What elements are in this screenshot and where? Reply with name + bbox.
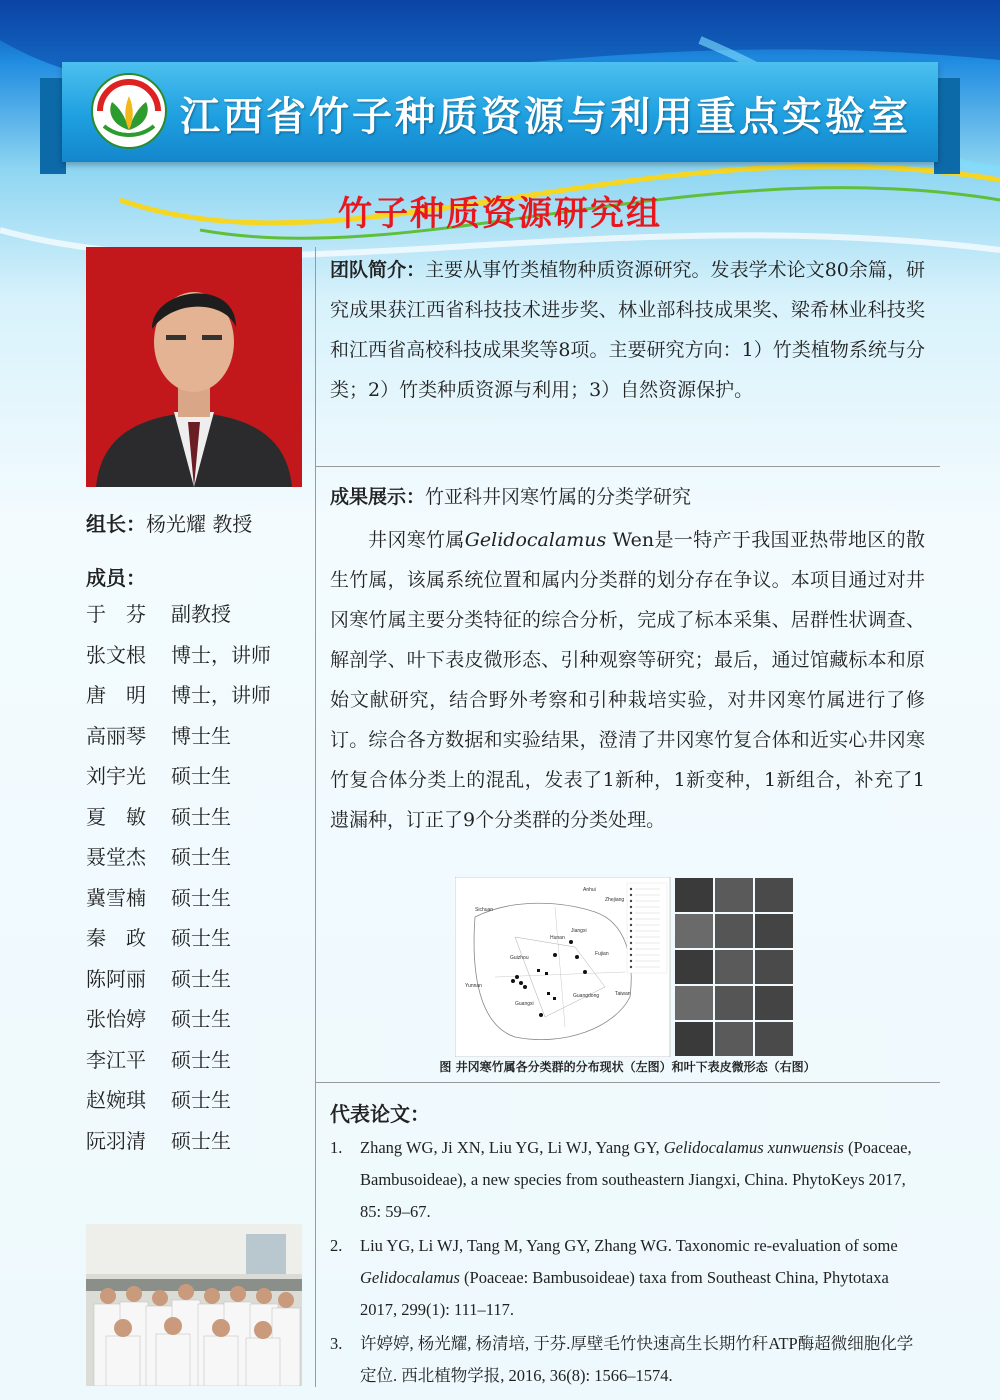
micrograph-tile: [675, 950, 713, 984]
member-title: 博士生: [171, 723, 231, 748]
member-row: [86, 882, 271, 923]
member-title: 硕士生: [171, 1128, 231, 1153]
micrograph-tile: [715, 914, 753, 948]
member-name: 阮羽清: [86, 1128, 146, 1153]
leader: [86, 508, 252, 537]
member-title: 硕士生: [171, 1047, 231, 1072]
member-row: [86, 841, 271, 882]
results-heading: [330, 482, 925, 509]
map-label: Anhui: [583, 887, 596, 893]
intro-label: 团队简介：: [330, 259, 426, 281]
results-body-genus: Gelidocalamus: [464, 529, 607, 551]
member-row: [86, 922, 271, 963]
map-label: Guangxi: [515, 1001, 534, 1007]
micrograph-tile: [715, 878, 753, 912]
member-name: 陈阿丽: [86, 966, 146, 991]
figure-map-and-micrographs: [455, 877, 795, 1057]
member-name: 张文根: [86, 642, 146, 667]
micrograph-tile: [715, 950, 753, 984]
paper-text-pre: 许婷婷, 杨光耀, 杨清培, 于芬.厚壁毛竹快速高生长期竹秆ATP酶超微细胞化学定位. 西北植物学报, 2016, 36(8): 1566–1574.: [360, 1334, 914, 1385]
map-label: Hunan: [550, 935, 565, 941]
map-label: Fujian: [595, 951, 609, 957]
member-name: 秦 政: [86, 926, 146, 950]
member-row: [86, 720, 271, 761]
paper-text-italic: Gelidocalamus: [360, 1268, 460, 1287]
member-name: 张怡婷: [86, 1007, 146, 1031]
member-name: 于 芬: [86, 602, 146, 626]
member-name: 冀雪楠: [86, 885, 146, 910]
university-logo: [90, 72, 168, 150]
members-list: [86, 598, 271, 1165]
team-intro: [330, 250, 925, 410]
micrograph-tile: [715, 1022, 753, 1056]
member-row: [86, 1003, 271, 1044]
member-row: [86, 1125, 271, 1166]
member-row: [86, 1084, 271, 1125]
micrograph-tile: [675, 986, 713, 1020]
member-title: 硕士生: [171, 1007, 231, 1031]
micrograph-tile: [755, 878, 793, 912]
paper-citation: [360, 1132, 925, 1228]
figure-caption: [330, 1058, 925, 1075]
member-name: 刘宇光: [86, 764, 146, 788]
map-label: Zhejiang: [605, 897, 625, 903]
group-photo: [86, 1224, 302, 1386]
intro-text: 主要从事竹类植物种质资源研究。发表学术论文80余篇，研究成果获江西省科技技术进步奖、林业部科技成果奖、梁希林业科技奖和江西省高校科技成果奖等8项。主要研究方向：1）竹类植物系统与分类；2）竹类种质资源与利用；3）自然资源保护。: [330, 259, 925, 401]
leader-name: 杨光耀 教授: [146, 512, 253, 536]
leader-portrait: [86, 247, 302, 487]
micrograph-tile: [755, 1022, 793, 1056]
member-row: [86, 598, 271, 639]
member-row: [86, 639, 271, 680]
paper-text-italic: Gelidocalamus xunwuensis: [663, 1138, 844, 1157]
micrograph-tile: [755, 914, 793, 948]
member-row: [86, 760, 271, 801]
member-title: 硕士生: [171, 966, 231, 991]
member-name: 赵婉琪: [86, 1088, 146, 1112]
results-body-post: Wen是一特产于我国亚热带地区的散生竹属，该属系统位置和属内分类群的划分存在争议。本项目通过对井冈寒竹属主要分类特征的综合分析，完成了标本采集、居群性状调查、解剖学、叶下表皮微形态、引种观察等研究；最后，通过馆藏标本和原始文献研究，结合野外考察和引种栽培实验，对井冈寒竹属进行了修订。综合各方数据和实验结果，澄清了井冈寒竹复合体和近实心井冈寒竹复合体分类上的混乱，发表了1新种，1新变种，1新组合，补充了1遗漏种，订正了9个分类群的分类处理。: [330, 529, 925, 831]
micrograph-tile: [755, 986, 793, 1020]
micrograph-tile: [755, 950, 793, 984]
results-topic: 竹亚科井冈寒竹属的分类学研究: [425, 486, 692, 508]
members-label: 成员：: [86, 566, 146, 590]
results-body-pre: 井冈寒竹属: [368, 529, 465, 551]
paper-text-post: (Poaceae: Bambusoideae) taxa from Southeast China, Phytotaxa 2017, 299(1): 111–117.: [360, 1268, 889, 1319]
papers-label: 代表论文：: [330, 1102, 430, 1126]
figure-caption-text: 井冈寒竹属各分类群的分布现状（左图）和叶下表皮微形态（右图）: [455, 1060, 816, 1074]
paper-item: [330, 1230, 925, 1326]
member-name: 夏 敏: [86, 804, 146, 829]
member-title: 硕士生: [171, 845, 231, 869]
results-label: 成果展示：: [330, 486, 426, 508]
member-name: 高丽琴: [86, 723, 146, 748]
paper-citation: [360, 1230, 925, 1326]
paper-item: [330, 1328, 925, 1392]
micrograph-tile: [675, 914, 713, 948]
paper-citation: [360, 1328, 925, 1392]
member-name: 聂堂杰: [86, 845, 146, 869]
column-divider: [315, 247, 316, 1387]
papers-list: [330, 1132, 925, 1394]
member-title: 博士，讲师: [171, 683, 271, 707]
member-name: 唐 明: [86, 683, 146, 707]
page-title: 江西省竹子种质资源与利用重点实验室: [180, 94, 911, 140]
divider-1: [315, 466, 940, 467]
micrograph-tile: [675, 878, 713, 912]
member-title: 硕士生: [171, 885, 231, 910]
map-label: Taiwan: [615, 991, 631, 997]
paper-item: [330, 1132, 925, 1228]
paper-text-post: (Poaceae, Bambusoideae), a new species from southeastern Jiangxi, China. PhytoKeys 2017, 85: 59–67.: [360, 1138, 912, 1221]
map-label: Guangdong: [573, 993, 600, 999]
paper-number: 3.: [330, 1334, 343, 1353]
member-name: 李江平: [86, 1047, 146, 1072]
member-row: [86, 1044, 271, 1085]
member-title: 硕士生: [171, 1088, 231, 1112]
map-label: Jiangxi: [571, 928, 587, 934]
member-row: [86, 801, 271, 842]
divider-2: [315, 1082, 940, 1083]
micrograph-tile: [675, 1022, 713, 1056]
map-label: Sichuan: [475, 907, 494, 913]
paper-number: 1.: [330, 1138, 343, 1157]
member-title: 硕士生: [171, 764, 231, 788]
member-title: 博士，讲师: [171, 642, 271, 667]
paper-text-pre: Liu YG, Li WJ, Tang M, Yang GY, Zhang WG. Taxonomic re-evaluation of some: [360, 1236, 898, 1255]
map-label: Guizhou: [510, 955, 529, 961]
member-title: 硕士生: [171, 926, 231, 950]
member-title: 硕士生: [171, 804, 231, 829]
map-label: Yunnan: [465, 983, 482, 989]
member-row: [86, 679, 271, 720]
member-title: 副教授: [171, 602, 231, 626]
leader-label: 组长：: [86, 512, 146, 536]
micrograph-tile: [715, 986, 753, 1020]
group-title: 竹子种质资源研究组: [338, 194, 662, 234]
results-body: [330, 520, 925, 840]
paper-number: 2.: [330, 1236, 343, 1255]
member-row: [86, 963, 271, 1004]
paper-text-pre: Zhang WG, Ji XN, Liu YG, Li WJ, Yang GY,: [360, 1138, 664, 1157]
figure-caption-label: 图: [439, 1060, 452, 1074]
